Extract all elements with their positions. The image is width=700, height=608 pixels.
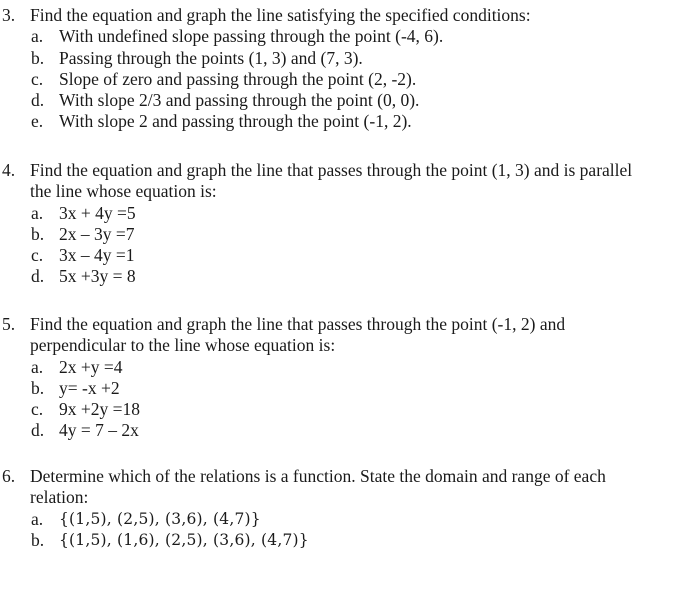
item-label: e.	[31, 111, 44, 132]
list-item	[0, 530, 700, 551]
question-number: 4.	[2, 160, 16, 180]
item-text: 2x – 3y =7	[59, 223, 135, 244]
question-stem-line	[0, 5, 700, 26]
list-item	[0, 90, 700, 111]
item-label: d.	[31, 90, 45, 111]
item-text: With slope 2/3 and passing through the point (0, 0).	[59, 90, 420, 111]
item-text: y= -x +2	[59, 377, 120, 398]
question-stem: Find the equation and graph the line that passes through the point (1, 3) and is parallel	[30, 160, 633, 180]
item-text: 5x +3y = 8	[59, 266, 136, 287]
list-item	[0, 266, 700, 287]
question-stem-line	[0, 160, 700, 181]
question-stem-line	[0, 335, 700, 356]
item-text: With slope 2 and passing through the point (-1, 2).	[59, 111, 412, 132]
item-text: Slope of zero and passing through the point (2, -2).	[59, 68, 417, 89]
relation-set: {(1,5), (2,5), (3,6), (4,7)}	[59, 509, 261, 528]
item-label: b.	[31, 377, 45, 398]
item-text: 2x +y =4	[59, 356, 123, 377]
item-label: d.	[31, 420, 45, 441]
question-stem-line	[0, 314, 700, 335]
list-item	[0, 111, 700, 132]
list-item	[0, 203, 700, 224]
item-label: c.	[31, 245, 44, 266]
item-label: d.	[31, 266, 45, 287]
item-label: a.	[31, 202, 44, 223]
question-stem: Find the equation and graph the line that passes through the point (-1, 2) and	[30, 314, 566, 334]
list-item	[0, 357, 700, 378]
item-label: b.	[31, 223, 45, 244]
question-stem-continued: perpendicular to the line whose equation is:	[30, 335, 336, 356]
item-text: With undefined slope passing through the point (-4, 6).	[59, 26, 444, 47]
list-item	[0, 245, 700, 266]
relation-set: {(1,5), (1,6), (2,5), (3,6), (4,7)}	[59, 530, 309, 549]
list-item	[0, 509, 700, 530]
list-item	[0, 399, 700, 420]
question-stem: Find the equation and graph the line satisfying the specified conditions:	[30, 5, 531, 25]
item-label: b.	[31, 47, 45, 68]
question-number: 6.	[2, 466, 16, 486]
question-stem-continued: the line whose equation is:	[30, 181, 217, 202]
question-number: 5.	[2, 314, 16, 334]
list-item	[0, 378, 700, 399]
question-6	[0, 466, 700, 551]
item-text: Passing through the points (1, 3) and (7, 3).	[59, 47, 363, 68]
question-stem-line	[0, 466, 700, 487]
item-label: c.	[31, 399, 44, 420]
question-stem-line	[0, 487, 700, 508]
list-item	[0, 48, 700, 69]
question-stem-continued: relation:	[30, 487, 89, 508]
item-label: b.	[31, 529, 45, 550]
question-stem: Determine which of the relations is a function. State the domain and range of each	[30, 466, 606, 486]
item-text: 4y = 7 – 2x	[59, 420, 139, 441]
question-5	[0, 314, 700, 442]
item-text: 3x + 4y =5	[59, 202, 136, 223]
item-label: a.	[31, 26, 44, 47]
item-label: c.	[31, 68, 44, 89]
question-stem-line	[0, 181, 700, 202]
item-label: a.	[31, 508, 44, 529]
question-number: 3.	[2, 5, 16, 25]
list-item	[0, 26, 700, 47]
item-label: a.	[31, 356, 44, 377]
list-item	[0, 224, 700, 245]
question-4	[0, 160, 700, 288]
list-item	[0, 420, 700, 441]
item-text: 9x +2y =18	[59, 399, 140, 420]
question-3	[0, 5, 700, 133]
item-text: 3x – 4y =1	[59, 245, 135, 266]
list-item	[0, 69, 700, 90]
